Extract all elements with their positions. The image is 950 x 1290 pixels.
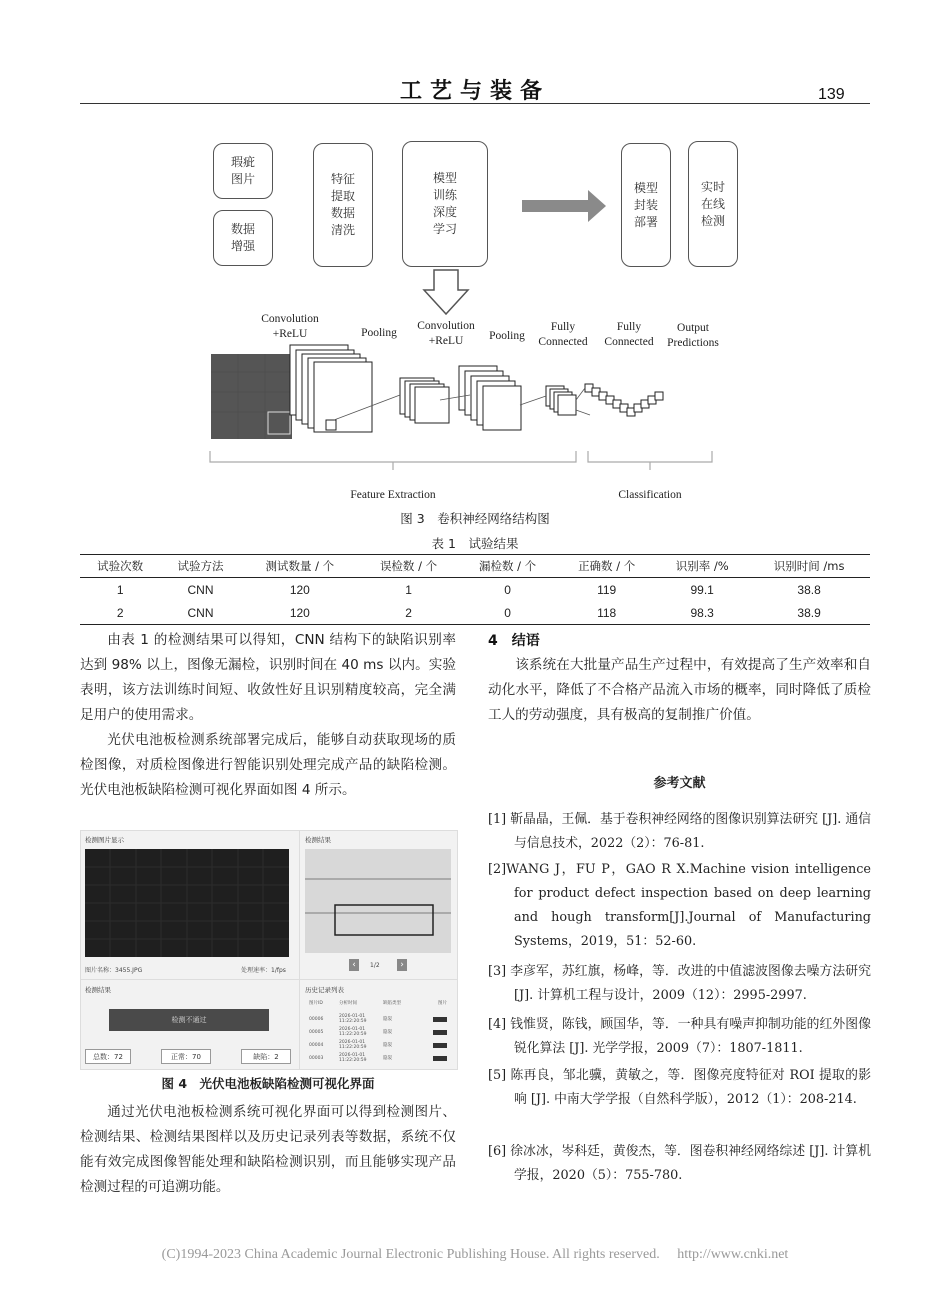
table-cell: 120 <box>289 582 310 597</box>
history-header: 图片ID <box>309 1001 323 1006</box>
history-time: 2026-01-01 11:22:20:59 <box>339 1053 367 1063</box>
cnn-label-fc2: Fully Connected <box>604 321 654 348</box>
table-cell: 0 <box>504 582 511 597</box>
reference-item: [2]WANG J，FU P，GAO R X.Machine vision intelligence for product defect inspection based on deep learning and hough transform[J].Journal of Manufacturing Systems，2019，51：52-60. <box>488 862 871 949</box>
table-header: 正确数 / 个 <box>557 555 656 578</box>
solar-panel-image <box>85 849 289 957</box>
cnn-label-fc1: Fully Connected <box>538 321 588 348</box>
cnn-label-conv1: Convolution +ReLU <box>261 313 319 340</box>
pipeline-box-feature-extraction: 特征 提取 数据 清洗 <box>313 143 373 267</box>
reference-item: [3] 李彦军，苏红旗，杨峰，等．改进的中值滤波图像去噪方法研究 [J]. 计算机工程与设计，2009（12）：2995-2997. <box>488 964 871 1003</box>
solar-panel-image-grid <box>85 849 289 957</box>
detection-result-banner: 检测不通过 <box>109 1009 269 1031</box>
result-panel-title: 检测结果 <box>305 836 331 844</box>
history-id: 00003 <box>309 1056 324 1061</box>
figure-4-caption: 图 4 光伏电池板缺陷检测可视化界面 <box>161 1076 375 1091</box>
history-time: 2026-01-01 11:22:20:59 <box>339 1027 367 1037</box>
table-header: 试验方法 <box>160 555 240 578</box>
history-header: 缺陷类型 <box>383 1001 401 1006</box>
table-cell: 38.9 <box>748 601 870 625</box>
defect-result-graphics <box>305 849 451 953</box>
history-time: 2026-01-01 11:22:20:59 <box>339 1014 367 1024</box>
table-header: 误检数 / 个 <box>359 555 458 578</box>
prev-image-button[interactable]: ‹ <box>349 959 359 971</box>
processing-rate-label: 处理速率：1/fps <box>241 967 286 974</box>
history-type: 隐裂 <box>383 1030 392 1035</box>
journal-section-title: 工艺与装备 <box>399 78 550 104</box>
table-cell: 0 <box>458 601 557 625</box>
pipeline-box-realtime-detection: 实时 在线 检测 <box>688 141 738 267</box>
feature-extraction-label: Feature Extraction <box>350 489 436 501</box>
history-id: 00005 <box>309 1030 324 1035</box>
history-row[interactable] <box>309 1053 451 1065</box>
paragraph-results: 由表 1 的检测结果可以得知，CNN 结构下的缺陷识别率达到 98% 以上，图像无漏检，识别时间在 40 ms 以内。实验表明，该方法训练时间短、收敛性好且识别精度较高，完全满足用户的使用需求。 <box>80 632 456 723</box>
history-header: 图片 <box>438 1001 447 1006</box>
right-arrow-icon <box>522 190 606 222</box>
panel-divider <box>299 831 300 1069</box>
history-type: 隐裂 <box>383 1056 392 1061</box>
table-cell: 38.8 <box>797 582 821 597</box>
table-cell: 2 <box>80 601 160 625</box>
cnn-label-output: Output Predictions <box>667 322 719 349</box>
reference-item: [4] 钱惟贤，陈钱，顾国华，等．一种具有噪声抑制功能的红外图像锐化算法 [J]. 光学学报，2009（7）：1807-1811. <box>488 1017 871 1056</box>
detect-result-title: 检测结果 <box>85 986 111 994</box>
pipeline-box-model-training: 模型 训练 深度 学习 <box>402 141 488 267</box>
paragraph-visualization: 通过光伏电池板检测系统可视化界面可以得到检测图片、检测结果、检测结果图样以及历史记录列表等数据，系统不仅能有效完成图像智能处理和缺陷检测识别，而且能够实现产品检测过程的可追溯功能。 <box>80 1104 456 1195</box>
history-header: 分析时间 <box>339 1001 357 1006</box>
table-cell: CNN <box>160 601 240 625</box>
down-arrow-icon <box>424 270 468 314</box>
history-row[interactable] <box>309 1040 451 1052</box>
table-cell: 2 <box>359 601 458 625</box>
figure-4-ui <box>80 830 458 1070</box>
copyright-footer: (C)1994-2023 China Academic Journal Electronic Publishing House. All rights reserved. http://www.cnki.net <box>161 1247 789 1262</box>
history-thumbnail <box>433 1056 447 1061</box>
history-id: 00004 <box>309 1043 324 1048</box>
classification-label: Classification <box>618 489 682 501</box>
paragraph-conclusion: 该系统在大批量产品生产过程中，有效提高了生产效率和自动化水平，降低了不合格产品流入市场的概率，同时降低了质检工人的劳动强度，具有极高的复制推广价值。 <box>488 657 871 723</box>
history-header-row <box>309 1001 451 1009</box>
table-header: 测试数量 / 个 <box>241 555 359 578</box>
history-thumbnail <box>433 1043 447 1048</box>
image-panel-title: 检测图片显示 <box>85 836 124 844</box>
history-id: 00006 <box>309 1017 324 1022</box>
defect-count: 缺陷：2 <box>241 1049 291 1064</box>
table-header: 识别率 /% <box>656 555 748 578</box>
defect-bounding-box <box>335 905 433 935</box>
results-table <box>80 554 870 625</box>
pipeline-box-data-augmentation: 数据 增强 <box>213 210 273 266</box>
feature-extraction-brace <box>210 451 576 470</box>
cnn-label-conv2: Convolution +ReLU <box>417 320 475 347</box>
history-type: 隐裂 <box>383 1017 392 1022</box>
cnn-label-pool2: Pooling <box>489 330 525 342</box>
conclusion-heading: 4 结语 <box>488 633 540 649</box>
defect-result-image <box>305 849 451 953</box>
panel-divider-horizontal <box>81 979 457 980</box>
table-cell: 119 <box>597 582 617 597</box>
reference-item: [1] 靳晶晶，王佩．基于卷积神经网络的图像识别算法研究 [J]. 通信与信息技术，2022（2）：76-81. <box>488 812 871 851</box>
cnn-label-pool1: Pooling <box>361 327 397 339</box>
table-cell: 99.1 <box>690 582 714 597</box>
total-count: 总数：72 <box>85 1049 131 1064</box>
table-header-row <box>80 555 870 578</box>
cnn-diagram-graphics <box>0 0 950 520</box>
table-cell: 1 <box>405 582 412 597</box>
classification-brace <box>588 451 712 470</box>
history-thumbnail <box>433 1030 447 1035</box>
table-cell: 1 <box>116 582 124 597</box>
paragraph-deployment: 光伏电池板检测系统部署完成后，能够自动获取现场的质检图像，对质检图像进行智能识别处理完成产品的缺陷检测。光伏电池板缺陷检测可视化界面如图 4 所示。 <box>80 732 456 798</box>
pipeline-box-model-deployment: 模型 封装 部署 <box>621 143 671 267</box>
pager-label: 1/2 <box>370 962 380 969</box>
input-image <box>211 354 292 439</box>
figure-3-caption: 图 3 卷积神经网络结构图 <box>400 511 550 526</box>
pipeline-box-defect-images: 瑕疵 图片 <box>213 143 273 199</box>
next-image-button[interactable]: › <box>397 959 407 971</box>
history-time: 2026-01-01 11:22:20:59 <box>339 1040 367 1050</box>
table-cell: 118 <box>557 601 656 625</box>
page-number: 139 <box>818 86 845 103</box>
reference-item: [6] 徐冰冰，岑科廷，黄俊杰，等．图卷积神经网络综述 [J]. 计算机学报，2020（5）：755-780. <box>488 1144 871 1183</box>
references-heading: 参考文献 <box>653 776 706 791</box>
table-header: 漏检数 / 个 <box>458 555 557 578</box>
normal-count: 正常：70 <box>161 1049 211 1064</box>
image-name-label: 图片名称：3455.JPG <box>85 967 143 974</box>
table-header: 试验次数 <box>80 555 160 578</box>
reference-item: [5] 陈再良，邹北骥，黄敏之，等．图像亮度特征对 ROI 提取的影响 [J]. 中南大学学报（自然科学版），2012（1）：208-214. <box>488 1068 871 1107</box>
history-thumbnail <box>433 1017 447 1022</box>
table-header: 识别时间 /ms <box>748 555 870 578</box>
table-cell: CNN <box>187 582 214 597</box>
history-row[interactable] <box>309 1014 451 1026</box>
table-1-caption: 表 1 试验结果 <box>431 536 519 551</box>
history-title: 历史记录列表 <box>305 986 344 994</box>
table-row <box>80 578 870 602</box>
history-row[interactable] <box>309 1027 451 1039</box>
history-type: 隐裂 <box>383 1043 392 1048</box>
table-cell: 120 <box>241 601 359 625</box>
table-row <box>80 601 870 625</box>
table-cell: 98.3 <box>656 601 748 625</box>
